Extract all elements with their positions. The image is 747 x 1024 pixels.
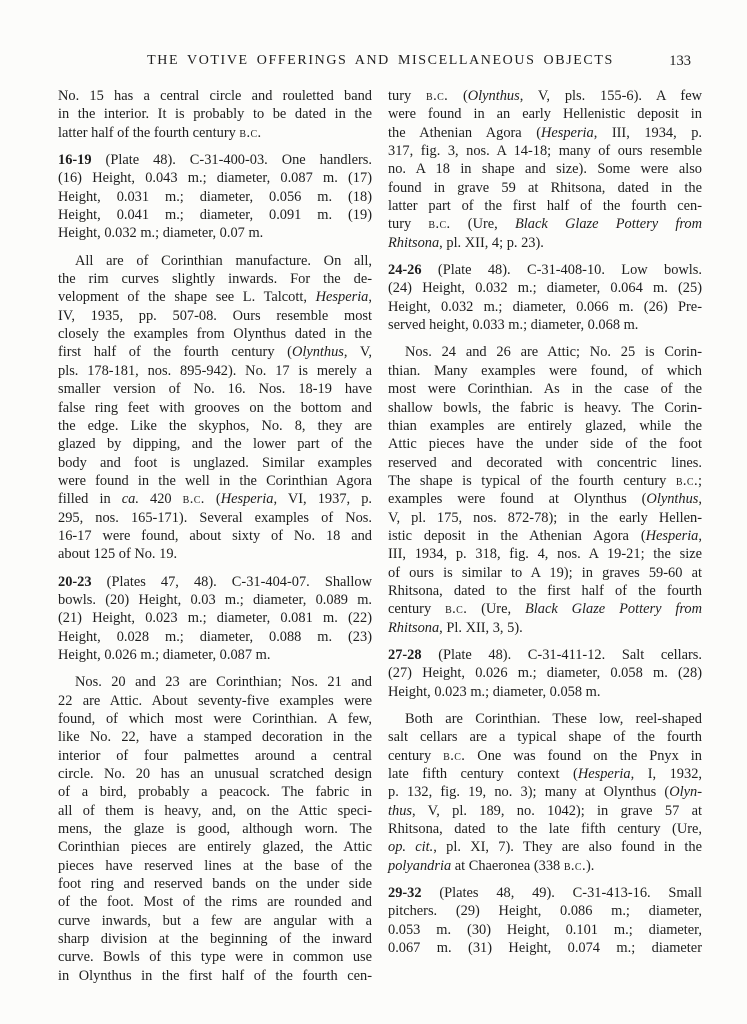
text-line: latter part of the first half of the fourth cen- xyxy=(388,198,702,215)
text-line: pieces have reserved lines at the base of the xyxy=(58,857,372,874)
italic-text: Olynthus xyxy=(467,88,520,104)
smallcaps-text: b.c. xyxy=(426,88,449,104)
entry-number: 27-28 xyxy=(388,646,422,663)
paragraph xyxy=(388,261,702,334)
italic-text: Hesperia xyxy=(577,766,631,783)
text-line: (21) Height, 0.023 m.; diameter, 0.081 m. (22) xyxy=(58,610,372,627)
text-line: Both are Corinthian. These low, reel-shaped xyxy=(405,711,702,727)
text-line: sharp division at the beginning of the inward xyxy=(58,931,372,948)
text-line: of the foot. Most of the rims are rounded and xyxy=(58,894,372,911)
text-line: V, pl. 175, nos. 872-78); in the early Hellen- xyxy=(388,509,702,526)
text-line: (16) Height, 0.043 m.; diameter, 0.087 m. (17) xyxy=(58,170,372,187)
text-line: Rhitsona, dated to the late fifth century (Ure, xyxy=(388,821,702,838)
text-line: in the interior. It is probably to be dated in the xyxy=(58,106,372,123)
text-line: first half of the fourth century (Olynthus, V, xyxy=(58,344,372,361)
text-line: 29-32 (Plates 48, 49). C-31-413-16. Small xyxy=(388,885,702,902)
paragraph xyxy=(388,884,702,957)
text-line: reserved and decorated with concentric lines. xyxy=(388,454,702,471)
text-line: served height, 0.033 m.; diameter, 0.068 m. xyxy=(388,317,639,334)
text-line: III, 1934, p. 318, fig. 4, nos. A 19-21; the size xyxy=(388,546,702,563)
text-line: latter half of the fourth century b.c. xyxy=(58,124,262,141)
smallcaps-text: b.c. xyxy=(182,491,205,508)
text-line: Rhitsona, pl. XII, 4; p. 23). xyxy=(388,234,544,251)
text-line: glazed by dipping, and the lower part of the xyxy=(58,436,372,453)
text-line: shallow bowls, the fabric is heavy. The Corin- xyxy=(388,399,702,416)
smallcaps-text: b.c. xyxy=(675,472,698,489)
text-line: 27-28 (Plate 48). C-31-411-12. Salt cellars. xyxy=(388,646,702,663)
italic-text: Black Glaze Pottery from xyxy=(524,601,703,618)
text-line: istic deposit in the Athenian Agora (Hesperia, xyxy=(388,527,702,544)
text-line: Height, 0.028 m.; diameter, 0.088 m. (23) xyxy=(58,628,372,645)
text-line: all of them is heavy, and, on the Attic speci- xyxy=(58,802,372,819)
text-line: about 125 of No. 19. xyxy=(58,546,178,563)
text-line: 16-19 (Plate 48). C-31-400-03. One handlers. xyxy=(58,152,372,169)
smallcaps-text: b.c. xyxy=(563,857,586,874)
italic-text: Black Glaze Pottery from xyxy=(514,216,702,233)
italic-text: Olynthus xyxy=(646,491,699,508)
italic-text: Rhitsona xyxy=(388,234,440,251)
text-block xyxy=(58,53,703,985)
paragraph xyxy=(388,646,702,701)
italic-text: Hesperia xyxy=(220,491,274,508)
text-line: (27) Height, 0.026 m.; diameter, 0.058 m. (28) xyxy=(388,665,702,682)
paragraph xyxy=(58,673,372,985)
text-line: false ring feet with grooves on the bottom and xyxy=(58,399,372,416)
text-line: curve inwards, but a few are angular with a xyxy=(58,912,372,929)
italic-text: Hesperia xyxy=(315,289,369,306)
paragraph xyxy=(58,252,372,564)
italic-text: op. cit. xyxy=(388,839,434,856)
italic-text: Olyn- xyxy=(669,784,702,801)
italic-text: ca. xyxy=(121,491,139,508)
paragraph xyxy=(388,87,702,252)
text-line: Rhitsona, Pl. XII, 3, 5). xyxy=(388,619,523,636)
text-line: body and foot is unglazed. Similar examples xyxy=(58,454,372,471)
text-line: (24) Height, 0.032 m.; diameter, 0.064 m. (25) xyxy=(388,280,702,297)
paragraph xyxy=(58,87,372,142)
text-line: mens, the glaze is good, although worn. The xyxy=(58,821,372,838)
smallcaps-text: b.c. xyxy=(443,747,466,764)
italic-text: thus xyxy=(388,802,412,819)
text-line: found, of which most were Corinthian. A few, xyxy=(58,711,372,727)
text-line: salt cellars are a typical shape of the fourth xyxy=(388,729,702,746)
paragraph xyxy=(388,343,702,637)
text-line: p. 132, fig. 19, no. 3); many at Olynthus (Olyn- xyxy=(388,784,702,801)
text-line: examples were found at Olynthus (Olynthus, xyxy=(388,491,702,508)
smallcaps-text: b.c. xyxy=(239,124,262,141)
text-line: tury b.c. (Ure, Black Glaze Pottery from xyxy=(388,216,702,233)
page-header xyxy=(58,53,703,73)
text-line: filled in ca. 420 b.c. (Hesperia, VI, 1937, p. xyxy=(58,491,372,508)
italic-text: polyandria xyxy=(388,857,452,874)
text-line: Height, 0.032 m.; diameter, 0.066 m. (26) Pre- xyxy=(388,298,702,315)
text-line: 16-17 were found, about sixty of No. 18 and xyxy=(58,527,372,544)
text-line: found in grave 59 at Rhitsona, dated in the xyxy=(388,179,702,196)
text-line: circle. No. 20 has an unusual scratched design xyxy=(58,766,372,783)
text-line: The shape is typical of the fourth century b.c.; xyxy=(388,472,702,489)
text-line: Attic pieces have the under side of the foot xyxy=(388,436,702,453)
italic-text: Hesperia xyxy=(540,124,594,141)
paragraph xyxy=(58,151,372,243)
text-line: thus, V, pl. 189, no. 1042); in grave 57 at xyxy=(388,802,702,819)
text-line: thian examples are entirely glazed, while the xyxy=(388,417,702,434)
right-column xyxy=(388,87,702,985)
text-line: in Olynthus in the first half of the fourth cen- xyxy=(58,967,372,984)
text-line: Height, 0.032 m.; diameter, 0.07 m. xyxy=(58,225,264,242)
text-line: 295, nos. 165-171). Several examples of Nos. xyxy=(58,509,372,526)
text-line: polyandria at Chaeronea (338 b.c.). xyxy=(388,857,595,874)
text-line: 22 are Attic. About seventy-five examples were xyxy=(58,692,372,709)
text-line: tury b.c. (Olynthus, V, pls. 155-6). A few xyxy=(388,88,702,104)
text-line: bowls. (20) Height, 0.03 m.; diameter, 0.089 m. xyxy=(58,591,372,608)
entry-number: 29-32 xyxy=(388,885,422,902)
left-column xyxy=(58,87,372,985)
text-line: 24-26 (Plate 48). C-31-408-10. Low bowls. xyxy=(388,262,702,279)
italic-text: Olynthus xyxy=(291,344,344,361)
text-line: no. A 18 in shape and size). Some were also xyxy=(388,161,702,178)
text-line: Height, 0.041 m.; diameter, 0.091 m. (19) xyxy=(58,207,372,224)
text-line: Height, 0.023 m.; diameter, 0.058 m. xyxy=(388,683,601,700)
text-line: were found in an early Hellenistic deposit in xyxy=(388,106,702,123)
text-line: Height, 0.031 m.; diameter, 0.056 m. (18) xyxy=(58,188,372,205)
text-line: All are of Corinthian manufacture. On all, xyxy=(75,252,372,269)
text-line: 20-23 (Plates 47, 48). C-31-404-07. Shallow xyxy=(58,573,372,590)
text-line: Corinthian pieces are entirely glazed, the Attic xyxy=(58,839,372,856)
text-line: smaller version of No. 16. Nos. 18-19 have xyxy=(58,381,372,398)
paragraph xyxy=(58,573,372,665)
page-number: 133 xyxy=(669,53,691,69)
italic-text: Rhitsona xyxy=(388,619,440,636)
text-line: like No. 22, have a stamped decoration in the xyxy=(58,729,372,746)
italic-text: Hesperia xyxy=(645,527,699,544)
text-line: op. cit., pl. XI, 7). They are also found in the xyxy=(388,839,702,856)
text-line: of ours is similar to A 19); in graves 59-60 at xyxy=(388,564,702,581)
text-line: Nos. 20 and 23 are Corinthian; Nos. 21 and xyxy=(75,674,372,691)
text-line: 317, fig. 3, nos. A 14-18; many of ours resemble xyxy=(388,143,702,160)
text-line: pls. 178-181, nos. 895-942). No. 17 is merely a xyxy=(58,362,372,379)
text-line: 0.053 m. (30) Height, 0.101 m.; diameter, xyxy=(388,921,702,938)
smallcaps-text: b.c. xyxy=(428,216,451,233)
page-title: THE VOTIVE OFFERINGS AND MISCELLANEOUS OBJECTS xyxy=(147,53,614,68)
text-line: were found in the well in the Corinthian Agora xyxy=(58,472,372,489)
text-line: IV, 1935, pp. 507-08. Ours resemble most xyxy=(58,307,372,324)
entry-number: 16-19 xyxy=(58,152,92,169)
text-line: curve. Bowls of this type were in common use xyxy=(58,949,372,966)
text-line: Rhitsona, dated to the first half of the fourth xyxy=(388,582,702,599)
text-line: most were Corinthian. As in the case of the xyxy=(388,381,702,398)
text-line: the Athenian Agora (Hesperia, III, 1934, p. xyxy=(388,124,702,141)
text-line: foot ring and reserved bands on the under side xyxy=(58,876,372,893)
text-line: Height, 0.026 m.; diameter, 0.087 m. xyxy=(58,646,271,663)
text-line: closely the examples from Olynthus dated in the xyxy=(58,326,372,343)
text-line: interior of four palmettes around a central xyxy=(58,747,372,764)
text-line: century b.c. One was found on the Pnyx in xyxy=(388,747,702,764)
entry-number: 24-26 xyxy=(388,262,422,279)
text-line: century b.c. (Ure, Black Glaze Pottery from xyxy=(388,601,703,618)
smallcaps-text: b.c. xyxy=(445,601,468,618)
text-line: the rim curves slightly inwards. For the de- xyxy=(58,271,372,288)
paragraph xyxy=(388,710,702,875)
text-line: late fifth century context (Hesperia, I, 1932, xyxy=(388,766,702,783)
text-line: velopment of the shape see L. Talcott, Hesperia, xyxy=(58,289,372,306)
entry-number: 20-23 xyxy=(58,573,92,590)
text-line: thian. Many examples were found, of which xyxy=(388,362,702,379)
text-line: the edge. Like the skyphos, No. 8, they are xyxy=(58,417,372,434)
two-column-text xyxy=(58,87,703,985)
text-line: Nos. 24 and 26 are Attic; No. 25 is Corin- xyxy=(405,344,702,361)
text-line: 0.067 m. (31) Height, 0.074 m.; diameter xyxy=(388,940,702,957)
text-line: No. 15 has a central circle and rouletted band xyxy=(58,88,372,104)
text-line: pitchers. (29) Height, 0.086 m.; diameter, xyxy=(388,903,702,920)
text-line: of a bird, probably a peacock. The fabric in xyxy=(58,784,372,801)
